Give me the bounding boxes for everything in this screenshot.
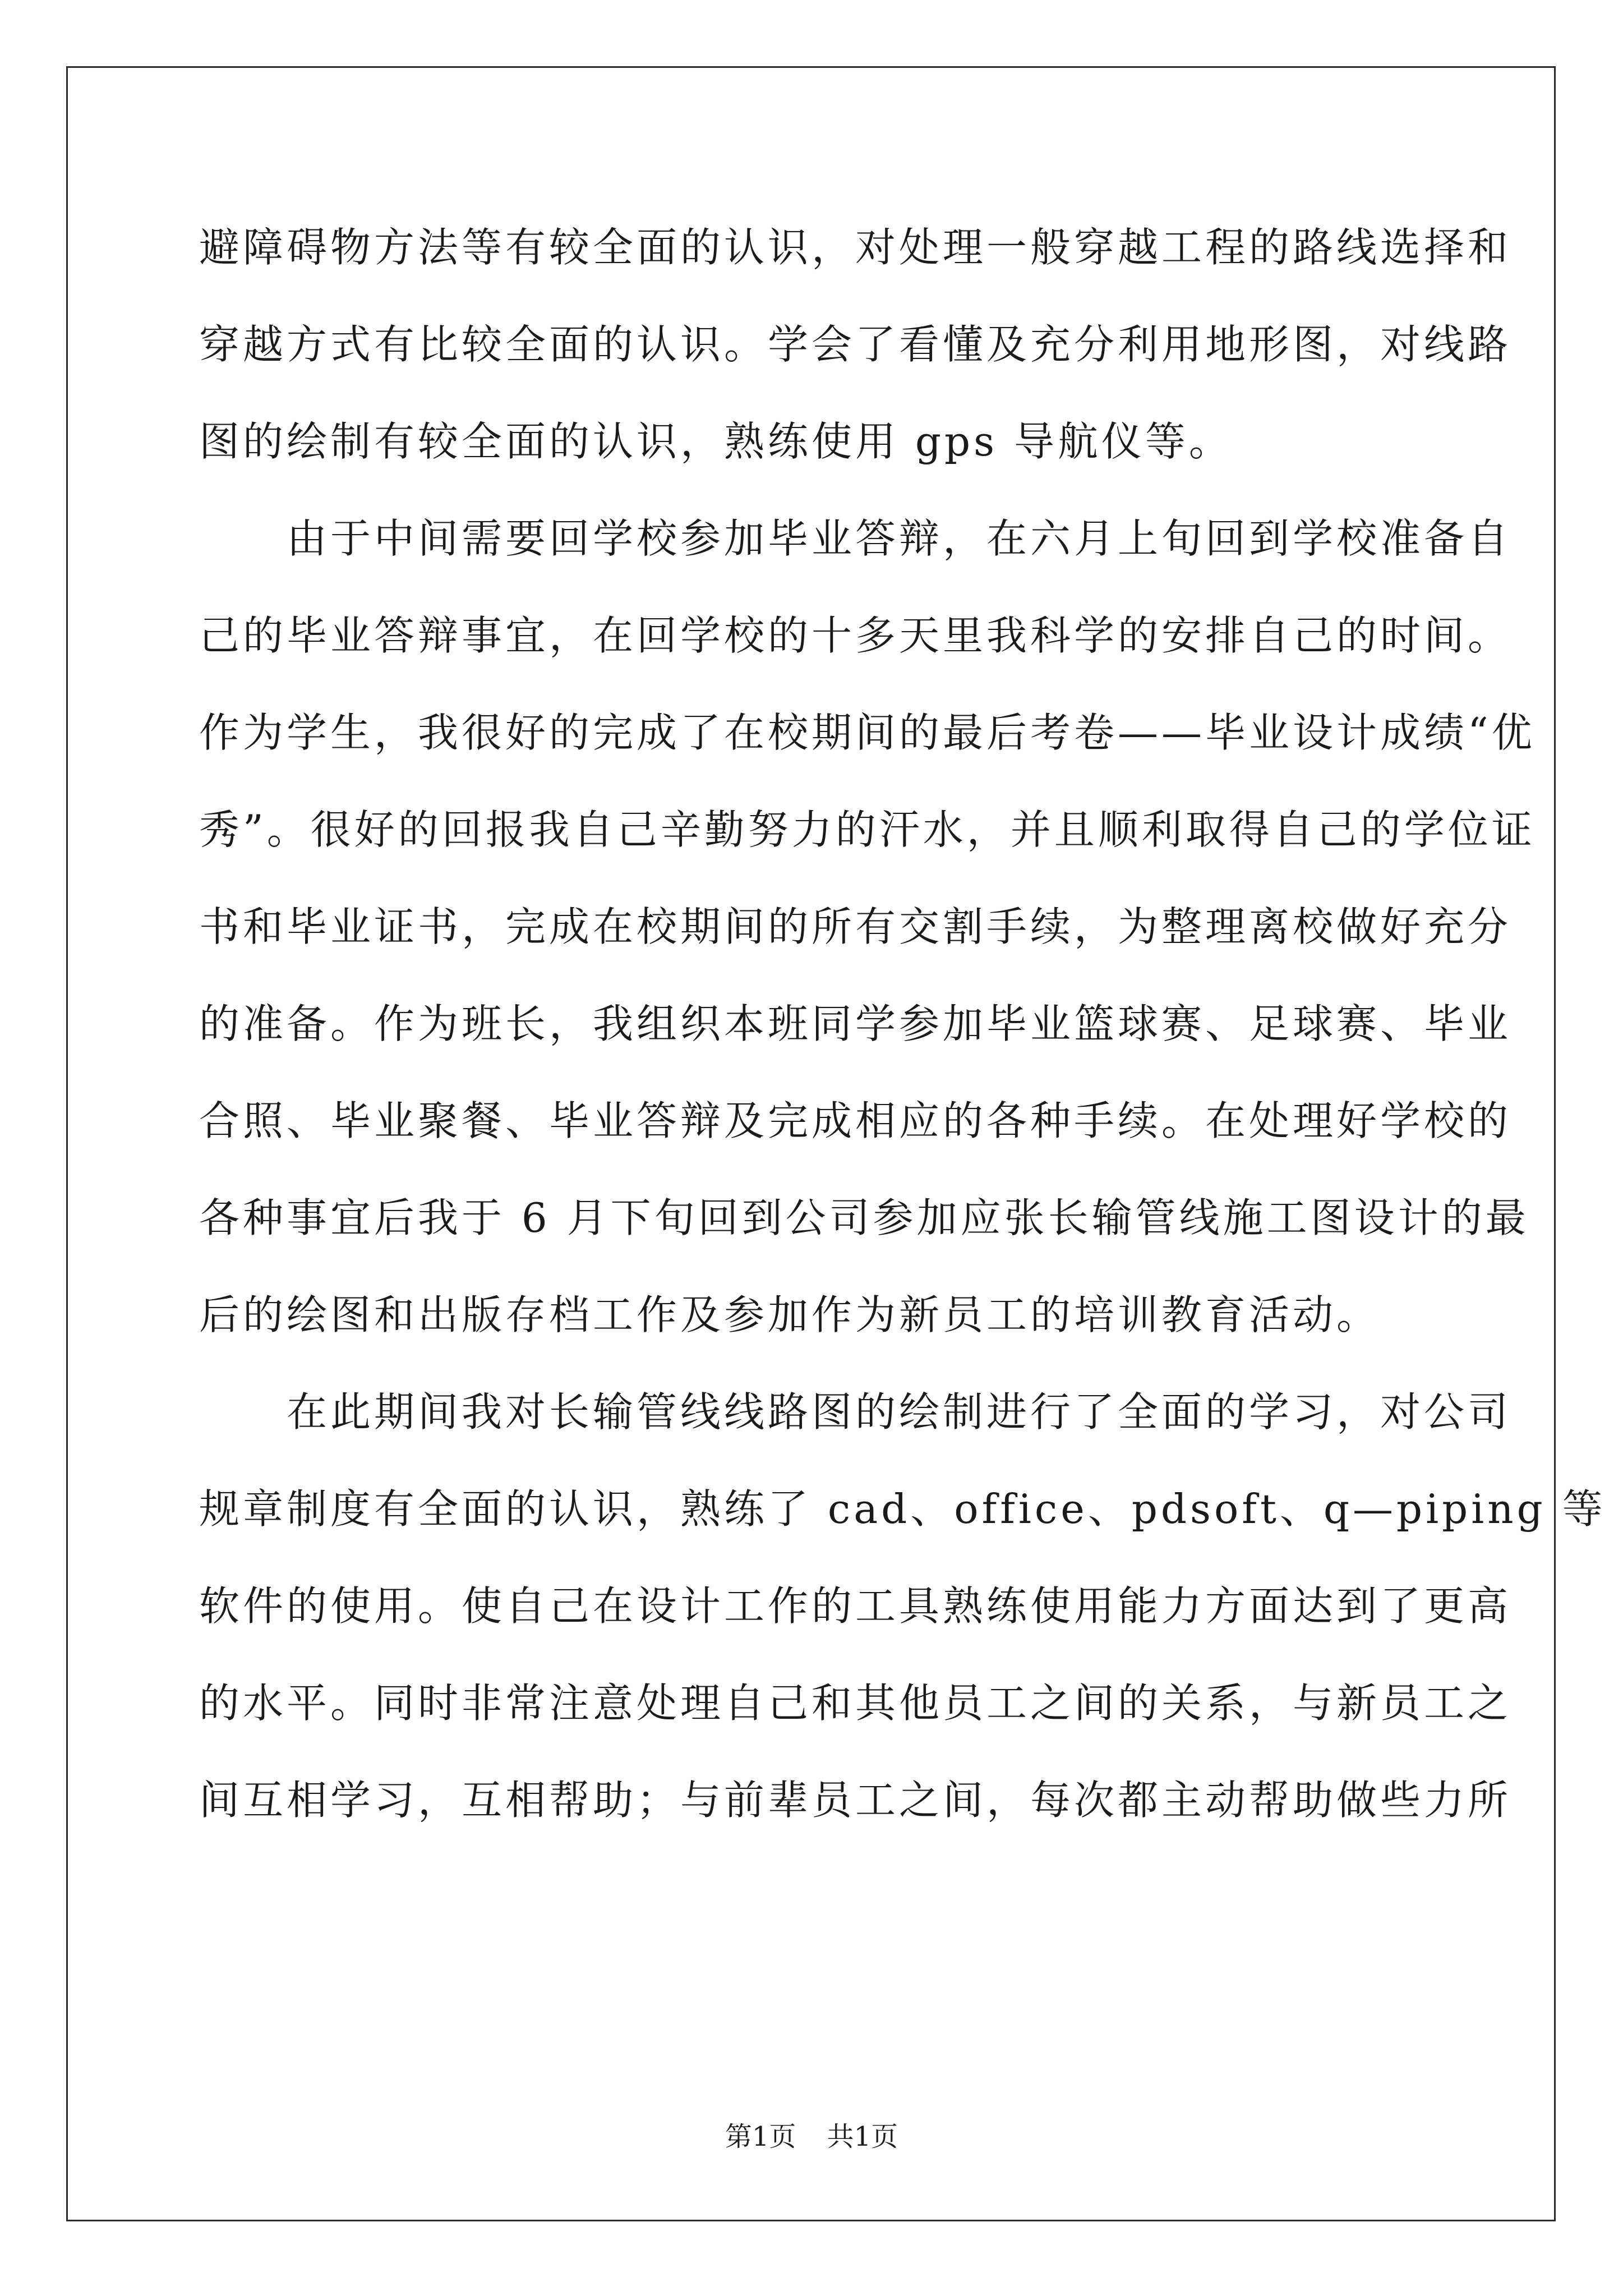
text-line: 己的毕业答辩事宜，在回学校的十多天里我科学的安排自己的时间。: [199, 612, 1512, 659]
page-number: 第1页: [725, 2121, 796, 2152]
text-line: 作为学生，我很好的完成了在校期间的最后考卷——毕业设计成绩“优: [199, 709, 1536, 756]
text-line: 后的绘图和出版存档工作及参加作为新员工的培训教育活动。: [199, 1291, 1381, 1338]
text-line: 避障碍物方法等有较全面的认识，对处理一般穿越工程的路线选择和: [199, 224, 1512, 271]
text-line: 间互相学习，互相帮助；与前辈员工之间，每次都主动帮助做些力所: [199, 1777, 1512, 1824]
text-line: 在此期间我对长输管线线路图的绘制进行了全面的学习，对公司: [199, 1388, 1512, 1435]
text-line: 书和毕业证书，完成在校期间的所有交割手续，为整理离校做好充分: [199, 903, 1512, 950]
text-line: 穿越方式有比较全面的认识。学会了看懂及充分利用地形图，对线路: [199, 321, 1512, 368]
document-body: [199, 199, 1606, 1849]
page-total: 共1页: [827, 2121, 898, 2152]
text-line: 的准备。作为班长，我组织本班同学参加毕业篮球赛、足球赛、毕业: [199, 1000, 1512, 1047]
text-line: 软件的使用。使自己在设计工作的工具熟练使用能力方面达到了更高: [199, 1582, 1512, 1630]
text-line: 由于中间需要回学校参加毕业答辩，在六月上旬回到学校准备自: [199, 515, 1512, 562]
text-line: 秀”。很好的回报我自己辛勤努力的汗水，并且顺利取得自己的学位证: [199, 806, 1536, 853]
text-line: 各种事宜后我于 6 月下旬回到公司参加应张长输管线施工图设计的最: [199, 1194, 1529, 1241]
text-line: 规章制度有全面的认识，熟练了 cad、office、pdsoft、q—piping 等: [199, 1485, 1606, 1533]
page-footer: [0, 2115, 1623, 2154]
text-line: 合照、毕业聚餐、毕业答辩及完成相应的各种手续。在处理好学校的: [199, 1097, 1512, 1144]
text-line: 图的绘制有较全面的认识，熟练使用 gps 导航仪等。: [199, 418, 1233, 465]
text-line: 的水平。同时非常注意处理自己和其他员工之间的关系，与新员工之: [199, 1680, 1512, 1727]
